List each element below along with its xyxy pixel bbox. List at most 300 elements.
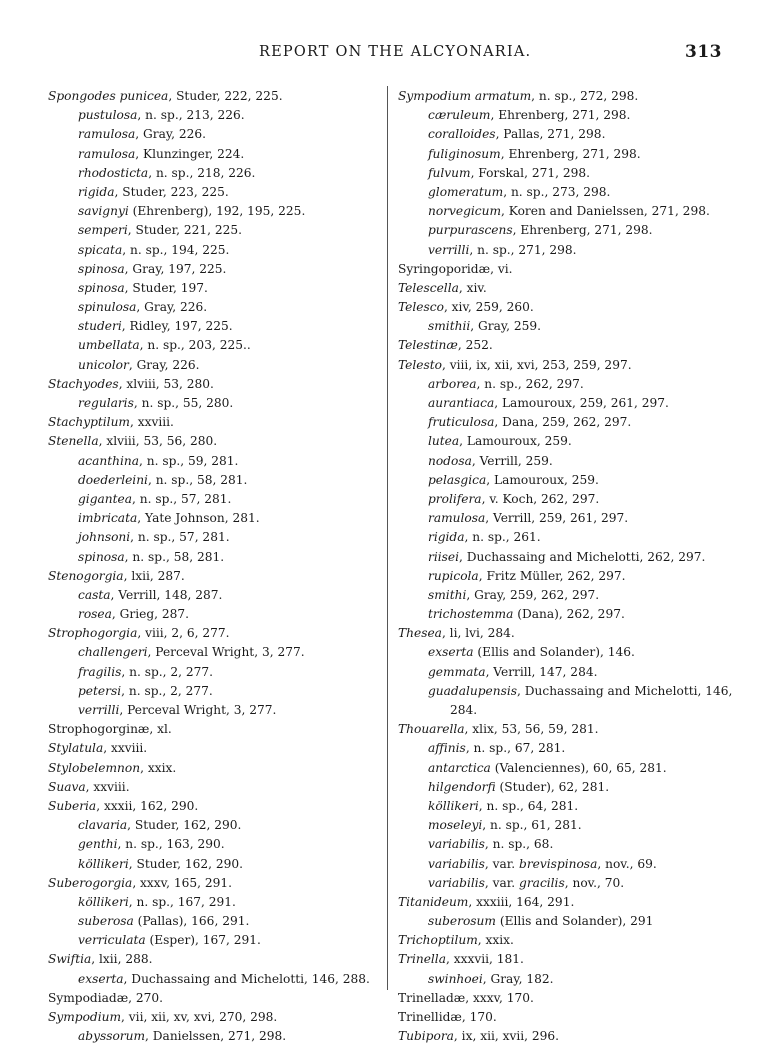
taxon-name: cæruleum <box>428 108 491 123</box>
index-subentry <box>398 394 738 413</box>
entry-reference: , n. sp., 273, 298. <box>503 184 611 199</box>
index-entry <box>398 298 738 317</box>
taxon-name: exserta <box>78 971 124 986</box>
index-entry <box>398 950 738 969</box>
entry-reference: , xxxiii, 164, 291. <box>468 894 575 909</box>
index-subentry <box>48 682 380 701</box>
index-subentry <box>48 605 380 624</box>
index-subentry <box>398 164 738 183</box>
index-subentry <box>48 1027 380 1046</box>
index-subentry <box>48 471 380 490</box>
taxon-name: Swiftia <box>48 952 92 967</box>
entry-reference: (Dana), 262, 297. <box>513 607 625 622</box>
taxon-name: affinis <box>428 741 466 756</box>
taxon-name: regularis <box>78 396 134 410</box>
entry-reference: , Verrill, 259. <box>471 453 553 468</box>
entry-reference: , Lamouroux, 259. <box>486 472 599 487</box>
index-entry <box>398 720 738 739</box>
taxon-name: köllikeri <box>78 856 129 871</box>
taxon-name: guadalupensis <box>428 683 518 698</box>
taxon-name: Sympodium armatum <box>398 89 532 103</box>
entry-reference: , xxviii. <box>103 741 148 756</box>
taxon-name: Telescella <box>398 280 459 295</box>
taxon-name: Telestinæ <box>398 338 458 353</box>
entry-reference: Sympodiadæ, 270. <box>48 990 164 1005</box>
taxon-name: gemmata <box>428 664 486 679</box>
taxon-name: johnsoni <box>78 530 131 545</box>
index-subentry <box>48 663 380 682</box>
entry-reference: , Ridley, 197, 225. <box>121 319 233 334</box>
taxon-name: rigida <box>78 184 115 199</box>
taxon-name: rigida <box>428 530 465 545</box>
taxon-name: nodosa <box>428 453 472 468</box>
index-subentry <box>48 701 380 720</box>
index-subentry <box>398 375 738 394</box>
taxon-name: Trichoptilum <box>398 933 478 948</box>
entry-reference: , Pallas, 271, 298. <box>495 127 606 142</box>
entry-reference: , n. sp., 57, 281. <box>132 491 232 506</box>
index-entry <box>398 1008 738 1027</box>
index-subentry <box>48 145 380 164</box>
entry-reference: , xxviii. <box>85 779 130 794</box>
index-subentry <box>48 855 380 874</box>
entry-reference: , xxix. <box>477 933 514 948</box>
index-subentry <box>398 970 738 989</box>
entry-reference: , Gray, 259. <box>470 319 541 334</box>
entry-reference: , n. sp., 194, 225. <box>122 242 230 257</box>
entry-reference: Syringoporidæ, vi. <box>398 261 513 276</box>
taxon-name: Telesco <box>398 300 444 315</box>
entry-reference: , var. <box>484 856 520 871</box>
taxon-name: ramulosa <box>428 511 486 526</box>
index-entry <box>398 279 738 298</box>
entry-reference: (Ellis and Solander), 146. <box>473 645 635 660</box>
entry-reference: , Studer, 197. <box>124 280 208 295</box>
taxon-name: pustulosa <box>78 108 138 123</box>
index-subentry <box>398 739 738 758</box>
index-subentry <box>48 548 380 567</box>
index-subentry <box>398 855 738 874</box>
entry-reference: (Ellis and Solander), 291 <box>495 914 654 929</box>
entry-reference: Trinelladæ, xxxv, 170. <box>398 990 534 1005</box>
entry-reference: , var. <box>484 875 520 890</box>
taxon-name: exserta <box>428 645 474 660</box>
entry-reference: , n. sp., 272, 298. <box>531 89 639 103</box>
taxon-name: studeri <box>78 319 122 334</box>
index-subentry <box>398 241 738 260</box>
entry-reference: , Studer, 223, 225. <box>114 184 229 199</box>
index-entry <box>48 778 380 797</box>
index-subentry <box>398 567 738 586</box>
entry-reference: (Valenciennes), 60, 65, 281. <box>490 760 667 775</box>
taxon-name: hilgendorfi <box>428 779 496 794</box>
taxon-name: Stenella <box>48 434 99 449</box>
entry-reference: , Studer, 162, 290. <box>127 818 242 833</box>
entry-reference: , Gray, 259, 262, 297. <box>466 587 600 602</box>
entry-reference: (Esper), 167, 291. <box>145 933 261 948</box>
index-subentry <box>398 701 738 720</box>
entry-reference: , Klunzinger, 224. <box>135 146 245 161</box>
taxon-name: köllikeri <box>428 798 479 813</box>
index-entry <box>48 567 380 586</box>
entry-reference: , xlviii, 53, 56, 280. <box>98 434 218 449</box>
taxon-name: genthi <box>78 837 118 852</box>
entry-reference: Trinellidæ, 170. <box>398 1010 497 1024</box>
taxon-name: gracilis <box>519 875 565 890</box>
entry-reference: , Fritz Müller, 262, 297. <box>478 568 626 583</box>
entry-reference: , n. sp., 58, 281. <box>124 549 225 564</box>
index-entry <box>48 375 380 394</box>
taxon-name: norvegicum <box>428 204 502 219</box>
entry-reference: , Studer, 221, 225. <box>127 223 243 238</box>
entry-reference: (Ehrenberg), 192, 195, 225. <box>128 204 306 219</box>
entry-reference: , xxxv, 165, 291. <box>132 875 233 890</box>
index-subentry <box>398 835 738 854</box>
index-entry <box>48 1008 380 1027</box>
index-subentry <box>398 548 738 567</box>
index-subentry <box>48 298 380 317</box>
taxon-name: smithi <box>428 587 467 602</box>
entry-reference: , Yate Johnson, 281. <box>137 511 260 526</box>
index-subentry <box>48 970 380 989</box>
index-subentry <box>48 106 380 125</box>
taxon-name: fragilis <box>78 664 122 679</box>
taxon-name: antarctica <box>428 760 491 775</box>
entry-reference: , Verrill, 148, 287. <box>110 587 223 602</box>
taxon-name: petersi <box>78 683 122 698</box>
taxon-name: challengeri <box>78 645 148 660</box>
entry-reference: , Verrill, 259, 261, 297. <box>485 511 629 526</box>
index-subentry <box>48 356 380 375</box>
index-subentry <box>48 202 380 221</box>
index-subentry <box>398 452 738 471</box>
entry-reference: , xxix. <box>140 760 177 775</box>
taxon-name: Spongodes punicea <box>48 89 169 103</box>
entry-reference: , Studer, 222, 225. <box>168 89 283 103</box>
taxon-name: brevispinosa <box>519 856 598 871</box>
taxon-name: riisei <box>428 549 459 564</box>
index-subentry <box>398 663 738 682</box>
index-subentry <box>48 260 380 279</box>
index-entry <box>398 931 738 950</box>
index-entry <box>398 989 738 1008</box>
taxon-name: doederleini <box>78 472 148 487</box>
index-subentry <box>48 931 380 950</box>
taxon-name: spinosa <box>78 261 125 276</box>
entry-reference: , n. sp., 55, 280. <box>133 396 234 410</box>
taxon-name: variabilis <box>428 837 485 852</box>
taxon-name: rupicola <box>428 568 479 583</box>
entry-reference: , n. sp., 58, 281. <box>147 472 248 487</box>
taxon-name: lutea <box>428 434 460 449</box>
index-subentry <box>48 317 380 336</box>
index-subentry <box>398 317 738 336</box>
index-entry <box>48 624 380 643</box>
index-subentry <box>398 643 738 662</box>
index-entry <box>398 893 738 912</box>
index-subentry <box>398 759 738 778</box>
index-entry <box>48 720 380 739</box>
taxon-name: umbellata <box>78 338 140 353</box>
entry-reference: , n. sp., 261. <box>464 530 541 545</box>
taxon-name: Thesea <box>398 626 442 641</box>
entry-reference: , Ehrenberg, 271, 298. <box>512 223 653 238</box>
index-entry <box>48 797 380 816</box>
taxon-name: imbricata <box>78 511 138 526</box>
entry-reference: , Gray, 226. <box>135 127 206 142</box>
taxon-name: abyssorum <box>78 1029 146 1044</box>
taxon-name: fulvum <box>428 165 471 180</box>
taxon-name: verriculata <box>78 933 146 948</box>
taxon-name: Suberogorgia <box>48 875 133 890</box>
index-subentry <box>398 413 738 432</box>
entry-reference: , nov., 70. <box>564 875 625 890</box>
index-entry <box>48 989 380 1008</box>
taxon-name: rosea <box>78 607 112 622</box>
taxon-name: fruticulosa <box>428 415 495 430</box>
entry-reference: , n. sp., 271, 298. <box>469 242 577 257</box>
index-subentry <box>48 394 380 413</box>
index-entry <box>48 950 380 969</box>
page-number: 313 <box>685 42 722 62</box>
taxon-name: Suava <box>48 779 86 794</box>
entry-reference: , xxxvii, 181. <box>445 952 524 967</box>
index-subentry <box>48 490 380 509</box>
taxon-name: spinosa <box>78 549 125 564</box>
entry-reference: , n. sp., 2, 277. <box>121 683 213 698</box>
index-subentry <box>48 452 380 471</box>
index-subentry <box>398 586 738 605</box>
index-subentry <box>48 183 380 202</box>
entry-reference: , xiv. <box>458 280 487 295</box>
entry-reference: , Gray, 182. <box>482 971 554 986</box>
index-subentry <box>398 106 738 125</box>
index-subentry <box>48 528 380 547</box>
index-subentry <box>48 125 380 144</box>
entry-reference: , Ehrenberg, 271, 298. <box>500 146 641 161</box>
taxon-name: ramulosa <box>78 127 136 142</box>
taxon-name: casta <box>78 587 111 602</box>
entry-reference: , Duchassaing and Michelotti, 146, 288. <box>123 971 370 986</box>
entry-reference: , n. sp., 163, 290. <box>117 837 225 852</box>
index-subentry <box>398 509 738 528</box>
entry-reference: , Lamouroux, 259. <box>459 434 572 449</box>
entry-reference: , Koren and Danielssen, 271, 298. <box>501 204 710 219</box>
index-subentry <box>398 490 738 509</box>
entry-reference: , Gray, 197, 225. <box>124 261 227 276</box>
entry-reference: , Gray, 226. <box>136 300 208 315</box>
taxon-name: köllikeri <box>78 894 129 909</box>
index-entry <box>398 87 738 106</box>
entry-reference: , Danielssen, 271, 298. <box>145 1029 287 1044</box>
taxon-name: Thouarella <box>398 722 465 737</box>
entry-reference: , Grieg, 287. <box>111 607 190 622</box>
taxon-name: Trinella <box>398 952 446 967</box>
taxon-name: verrilli <box>78 703 120 717</box>
index-entry <box>398 260 738 279</box>
taxon-name: swinhoei <box>428 971 483 986</box>
taxon-name: spinosa <box>78 280 125 295</box>
entry-reference: , n. sp., 64, 281. <box>478 798 579 813</box>
index-subentry <box>398 912 738 931</box>
taxon-name: verrilli <box>428 242 470 257</box>
entry-reference: , n. sp., 2, 277. <box>121 664 214 679</box>
index-subentry <box>48 586 380 605</box>
taxon-name: Telesto <box>398 357 442 372</box>
entry-reference: , viii, ix, xii, xvi, 253, 259, 297. <box>442 357 632 372</box>
index-subentry <box>398 145 738 164</box>
entry-reference: , xxviii. <box>129 415 174 430</box>
taxon-name: trichostemma <box>428 607 514 622</box>
index-subentry <box>48 221 380 240</box>
entry-reference: (Studer), 62, 281. <box>495 779 610 794</box>
entry-reference: , Lamouroux, 259, 261, 297. <box>494 396 669 410</box>
page-header <box>0 44 776 68</box>
entry-reference: , n. sp., 262, 297. <box>476 376 584 391</box>
taxon-name: suberosum <box>428 914 496 929</box>
entry-reference: , lxii, 287. <box>123 568 185 583</box>
taxon-name: Stachyodes <box>48 376 119 391</box>
index-subentry <box>398 202 738 221</box>
taxon-name: acanthina <box>78 453 139 468</box>
taxon-name: aurantiaca <box>428 396 495 410</box>
taxon-name: unicolor <box>78 357 129 372</box>
taxon-name: savignyi <box>78 204 129 219</box>
entry-reference: , n. sp., 61, 281. <box>482 818 582 833</box>
running-title: REPORT ON THE ALCYONARIA. <box>259 44 532 60</box>
index-subentry <box>48 643 380 662</box>
entry-reference: , lxii, 288. <box>91 952 153 967</box>
entry-reference: Strophogorginæ, xl. <box>48 722 172 737</box>
index-subentry <box>48 164 380 183</box>
entry-reference: , n. sp., 213, 226. <box>137 108 245 123</box>
index-entry <box>48 413 380 432</box>
taxon-name: moseleyi <box>428 818 483 833</box>
entry-reference: , n. sp., 203, 225.. <box>139 338 251 353</box>
index-subentry <box>398 528 738 547</box>
index-subentry <box>398 471 738 490</box>
entry-reference: , n. sp., 167, 291. <box>128 894 236 909</box>
taxon-name: semperi <box>78 223 128 238</box>
index-subentry <box>398 432 738 451</box>
taxon-name: variabilis <box>428 856 485 871</box>
entry-reference: , n. sp., 57, 281. <box>130 530 230 545</box>
taxon-name: Suberia <box>48 798 97 813</box>
entry-reference: , li, lvi, 284. <box>441 626 515 641</box>
entry-reference: , Duchassaing and Michelotti, 262, 297. <box>459 549 706 564</box>
index-subentry <box>48 835 380 854</box>
entry-reference: 284. <box>450 703 478 717</box>
index-entry <box>48 739 380 758</box>
entry-reference: , xiv, 259, 260. <box>443 300 534 315</box>
taxon-name: purpurascens <box>428 223 513 238</box>
taxon-name: fuliginosum <box>428 146 501 161</box>
index-subentry <box>48 893 380 912</box>
taxon-name: rhodosticta <box>78 165 149 180</box>
index-subentry <box>48 509 380 528</box>
taxon-name: smithii <box>428 319 471 334</box>
taxon-name: Tubipora <box>398 1029 454 1044</box>
index-subentry <box>398 797 738 816</box>
index-entry <box>398 624 738 643</box>
taxon-name: gigantea <box>78 491 132 506</box>
taxon-name: Sympodium <box>48 1010 122 1024</box>
taxon-name: glomeratum <box>428 184 504 199</box>
index-subentry <box>398 125 738 144</box>
entry-reference: , vii, xii, xv, xvi, 270, 298. <box>121 1010 278 1024</box>
column-divider <box>387 86 388 990</box>
entry-reference: , xlviii, 53, 280. <box>118 376 214 391</box>
taxon-name: Titanideum <box>398 894 469 909</box>
entry-reference: , nov., 69. <box>597 856 657 871</box>
taxon-name: Stylobelemnon <box>48 760 141 775</box>
entry-reference: , xxxii, 162, 290. <box>96 798 199 813</box>
entry-reference: , 252. <box>457 338 493 353</box>
taxon-name: coralloides <box>428 127 496 142</box>
index-subentry <box>48 912 380 931</box>
index-entry <box>398 356 738 375</box>
taxon-name: Stachyptilum <box>48 415 130 430</box>
index-entry <box>48 432 380 451</box>
taxon-name: spinulosa <box>78 300 137 315</box>
taxon-name: suberosa <box>78 914 134 929</box>
taxon-name: spicata <box>78 242 123 257</box>
taxon-name: ramulosa <box>78 146 136 161</box>
entry-reference: , Ehrenberg, 271, 298. <box>490 108 631 123</box>
taxon-name: prolifera <box>428 491 482 506</box>
entry-reference: , Dana, 259, 262, 297. <box>494 415 632 430</box>
entry-reference: , n. sp., 68. <box>484 837 554 852</box>
entry-reference: , Duchassaing and Michelotti, 146, <box>517 683 733 698</box>
index-subentry <box>398 816 738 835</box>
entry-reference: , xlix, 53, 56, 59, 281. <box>464 722 599 737</box>
entry-reference: (Pallas), 166, 291. <box>133 914 250 929</box>
taxon-name: Strophogorgia <box>48 626 138 641</box>
taxon-name: arborea <box>428 376 477 391</box>
index-subentry <box>48 816 380 835</box>
taxon-name: clavaria <box>78 818 128 833</box>
index-subentry <box>398 682 738 701</box>
index-subentry <box>48 241 380 260</box>
index-subentry <box>398 605 738 624</box>
entry-reference: , Perceval Wright, 3, 277. <box>119 703 277 717</box>
entry-reference: , Forskal, 271, 298. <box>470 165 590 180</box>
taxon-name: Stenogorgia <box>48 568 124 583</box>
entry-reference: , Studer, 162, 290. <box>128 856 243 871</box>
taxon-name: variabilis <box>428 875 485 890</box>
entry-reference: , n. sp., 67, 281. <box>465 741 566 756</box>
taxon-name: pelasgica <box>428 472 487 487</box>
index-subentry <box>398 183 738 202</box>
entry-reference: , n. sp., 59, 281. <box>138 453 239 468</box>
entry-reference: , v. Koch, 262, 297. <box>481 491 600 506</box>
index-entry <box>398 1027 738 1046</box>
entry-reference: , n. sp., 218, 226. <box>148 165 256 180</box>
index-subentry <box>48 279 380 298</box>
entry-reference: , Verrill, 147, 284. <box>485 664 598 679</box>
index-subentry <box>398 778 738 797</box>
index-entry <box>48 874 380 893</box>
index-subentry <box>398 221 738 240</box>
index-subentry <box>48 336 380 355</box>
index-entry <box>398 336 738 355</box>
entry-reference: , Gray, 226. <box>128 357 200 372</box>
index-column-left <box>48 87 380 1046</box>
taxon-name: Stylatula <box>48 741 104 756</box>
index-entry <box>48 87 380 106</box>
entry-reference: , ix, xii, xvii, 296. <box>453 1029 560 1044</box>
entry-reference: , viii, 2, 6, 277. <box>137 626 230 641</box>
